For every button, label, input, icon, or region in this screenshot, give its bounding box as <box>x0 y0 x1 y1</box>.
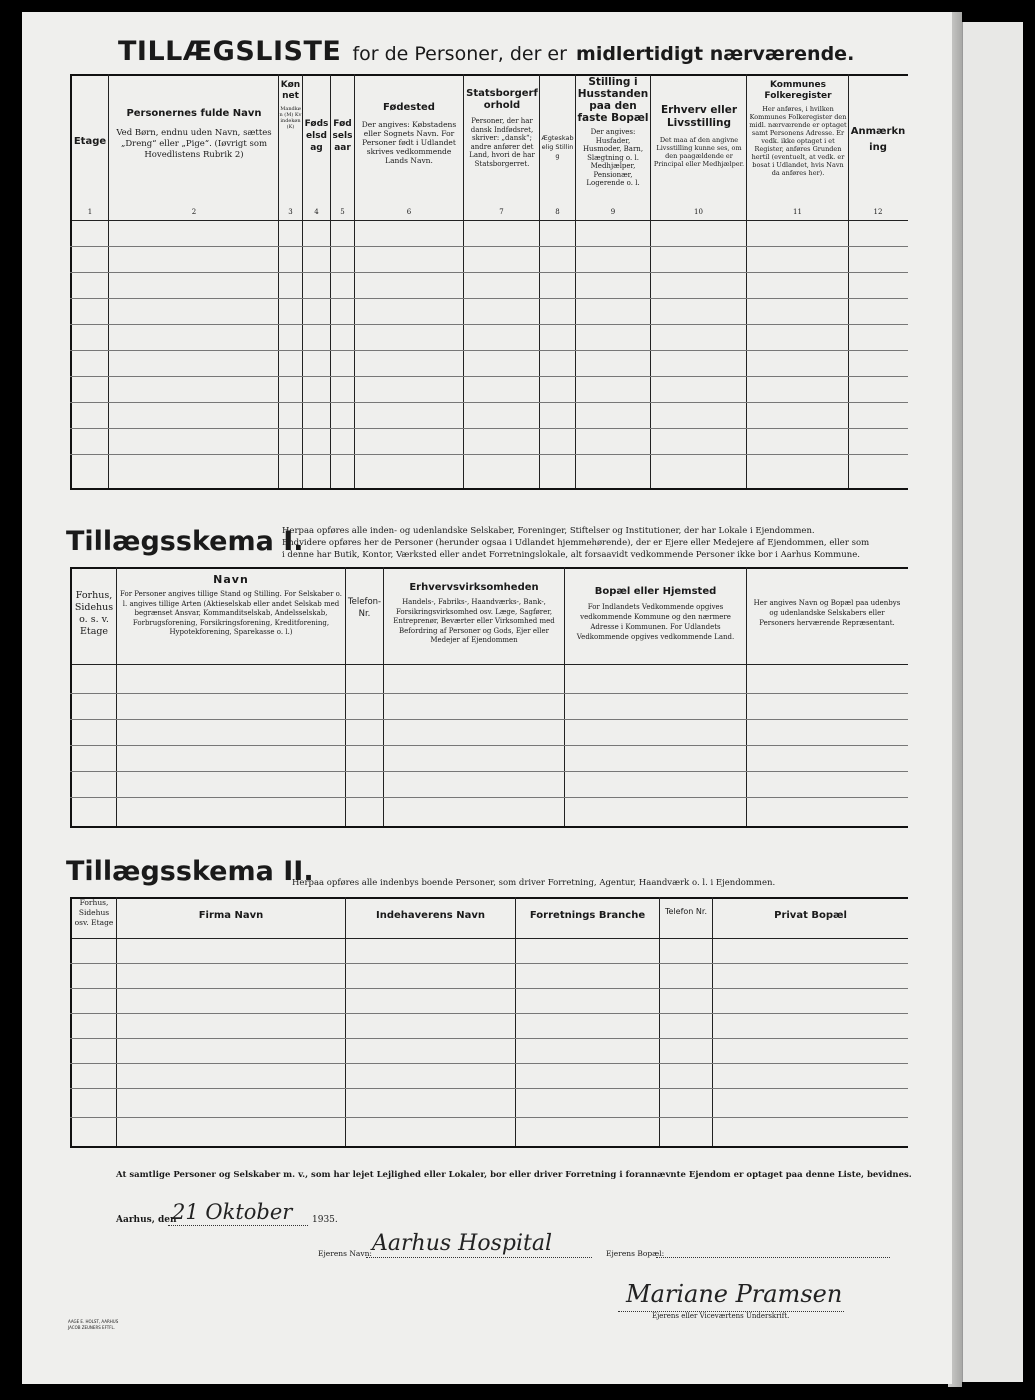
title-main: TILLÆGSLISTE <box>118 36 342 67</box>
schema1-desc <box>282 525 912 561</box>
schema2-col-etage: Forhus, Sidehus osv. Etage <box>74 898 114 927</box>
col-num: 9 <box>610 208 616 216</box>
title-end: midlertidigt nærværende. <box>576 43 855 65</box>
col-name <box>110 108 278 161</box>
schema1-desc-line: Herpaa opføres alle inden- og udenlandske Selskaber, Foreninger, Stiftelser og Institutioner, der har Lokale i Ejendommen. <box>282 526 815 536</box>
schema1-bopael-head: Bopæl eller Hjemsted <box>594 586 717 597</box>
schema2-col-indehaver: Indehaverens Navn <box>376 910 485 921</box>
col-stats-head: Statsborgerforhold <box>466 88 538 111</box>
owner-label: Ejerens Navn: <box>318 1249 372 1258</box>
col-fodested-sub: Der angives: Købstadens eller Sognets Navn. For Personer født i Udlandet skrives vedkommende Lands Navn. <box>361 120 457 165</box>
col-anmaerkning-head: Anmærkning <box>850 126 906 153</box>
col-kon-head: Kønnet <box>280 80 301 101</box>
col-kon-sub: Mandkøn (M) Kvindekøn (K) <box>279 106 302 130</box>
col-num: 7 <box>499 208 504 216</box>
col-husstand <box>577 76 649 188</box>
col-fodselsdag-head: Fødselsdag <box>304 119 329 153</box>
owner-handwriting: Aarhus Hospital <box>372 1231 552 1256</box>
year: 1935. <box>312 1215 338 1225</box>
schema1-col-tlf: Telefon-Nr. <box>347 597 382 619</box>
main-title <box>118 36 878 67</box>
title-mid: for de Personer, der er <box>352 43 567 65</box>
col-folkeregister-sub: Her anføres, i hvilken Kommunes Folkeregister den midl. nærværende er optaget samt Personens Adresse. Er vedk. ikke optaget i et Register, anføres Grunden hertil (eventuelt, at vedk. er bosat i Udlandet, hvis Navn da anføres her). <box>749 105 847 177</box>
col-num: 8 <box>555 208 560 216</box>
schema1-erhverv-head: Erhvervsvirksomheden <box>409 582 539 593</box>
col-etage-head: Etage <box>73 136 107 147</box>
col-husstand-sub: Der angives: Husfader, Husmoder, Barn, Slægtning o. l. Medhjælper, Pensionær, Logerende o. l. <box>582 128 644 187</box>
col-num: 1 <box>87 208 93 216</box>
schema1-col-erhverv <box>387 582 561 646</box>
col-num: 4 <box>314 208 319 216</box>
col-name-sub: Ved Børn, endnu uden Navn, sættes „Dreng“ eller „Pige“. (Iøvrigt som Hovedlistens Rubrik 2) <box>116 128 272 160</box>
printer-mark: AAGE E. HOLST, AARHUS JACOB ZEUNERS EFTFL. <box>68 1319 119 1330</box>
col-husstand-head: Stilling i Husstanden paa den faste Bopæl <box>577 76 649 124</box>
signer-label: Ejerens eller Viceværtens Underskrift. <box>652 1312 790 1320</box>
schema1-col-bopael <box>568 586 743 642</box>
col-folkeregister <box>748 80 848 177</box>
col-num: 10 <box>694 208 703 216</box>
schema1-col-repr: Her angives Navn og Bopæl paa udenbys og udenlandske Selskabers eller Personers herværende Repræsentant. <box>753 599 901 627</box>
col-fodselsaar-head: Fødselsaar <box>332 119 353 153</box>
col-num: 5 <box>340 208 345 216</box>
adjacent-page <box>962 22 1023 1382</box>
date-handwriting: 21 Oktober <box>172 1200 293 1224</box>
place-label: Aarhus, den <box>116 1215 177 1225</box>
col-folkeregister-head: Kommunes Folkeregister <box>764 80 832 101</box>
schema2-col-tlf: Telefon Nr. <box>665 907 707 916</box>
col-erhverv-head: Erhverv eller Livsstilling <box>660 104 738 129</box>
col-name-head: Personernes fulde Navn <box>126 108 262 119</box>
col-stats <box>465 88 539 168</box>
schema1-col-etage: Forhus, Sidehus o. s. v. Etage <box>74 590 114 637</box>
col-num: 6 <box>406 208 412 216</box>
col-aegteskab-head: Ægteskabelig Stilling <box>541 134 574 160</box>
signer-handwriting: Mariane Pramsen <box>626 1280 843 1308</box>
schema2-col-firma: Firma Navn <box>198 910 264 921</box>
schema1-col-navn <box>120 574 342 638</box>
certify-text: At samtlige Personer og Selskaber m. v., som har lejet Lejlighed eller Lokaler, bor eller driver Forretning i forannævnte Ejendom er optaget paa denne Liste, bevidnes. <box>116 1170 912 1180</box>
col-erhverv <box>652 104 746 168</box>
col-kon <box>279 80 302 130</box>
col-stats-sub: Personer, der har dansk Indfødsret, skriver: „dansk“; andre anfører det Land, hvori de har Statsborgerret. <box>469 117 535 168</box>
col-erhverv-sub: Det maa af den angivne Livsstilling kunne ses, om den paagældende er Principal eller Medhjælper. <box>653 136 745 168</box>
schema1-desc-line: Endvidere opføres her de Personer (herunder ogsaa i Udlandet hjemmehørende), der er Ejere eller Medejere af Ejendommen, eller som <box>282 538 870 548</box>
schema1-erhverv-sub: Handels-, Fabriks-, Haandværks-, Bank-, Forsikringsvirksomhed osv. Læge, Sagfører, Entreprenør, Beværter eller Virksomhed med Befordring af Personer og Gods, Ejer eller Medejer af Ejendommen <box>393 598 555 644</box>
col-fodested-head: Fødested <box>383 102 435 113</box>
col-num: 11 <box>793 208 802 216</box>
bopael-label: Ejerens Bopæl: <box>606 1249 665 1258</box>
schema1-navn-sub: For Personer angives tillige Stand og Stilling. For Selskaber o. l. angives tillige Arten (Aktieselskab eller andet Selskab med begrænset Ansvar, Kommanditselskab, Andelsselskab, Forbrugsforening, Forsikringsforening, Kreditforening, Hypotekforening, Sparekasse o. l.) <box>120 590 342 636</box>
schema1-bopael-sub: For Indlandets Vedkommende opgives vedkommende Kommune og den nærmere Adresse i Kommunen. For Udlandets Vedkommende opgives vedkommende Land. <box>576 603 735 641</box>
col-fodested <box>358 102 460 165</box>
schema2-col-branche: Forretnings Branche <box>529 910 646 921</box>
schema1-desc-line: i denne har Butik, Kontor, Værksted eller andet Forretningslokale, alt forsaavidt vedkommende Personer ikke bor i Aarhus Kommune. <box>282 550 860 560</box>
col-num: 12 <box>873 208 883 216</box>
schema2-title: Tillægsskema II. <box>66 856 314 887</box>
schema1-navn-head: Navn <box>213 573 249 586</box>
col-num: 3 <box>288 208 293 216</box>
schema2-desc: Herpaa opføres alle indenbys boende Personer, som driver Forretning, Agentur, Haandværk o. l. i Ejendommen. <box>292 878 776 888</box>
col-num: 2 <box>191 208 197 216</box>
schema2-col-privat: Privat Bopæl <box>774 910 847 921</box>
schema1-title: Tillægsskema I. <box>66 526 304 557</box>
